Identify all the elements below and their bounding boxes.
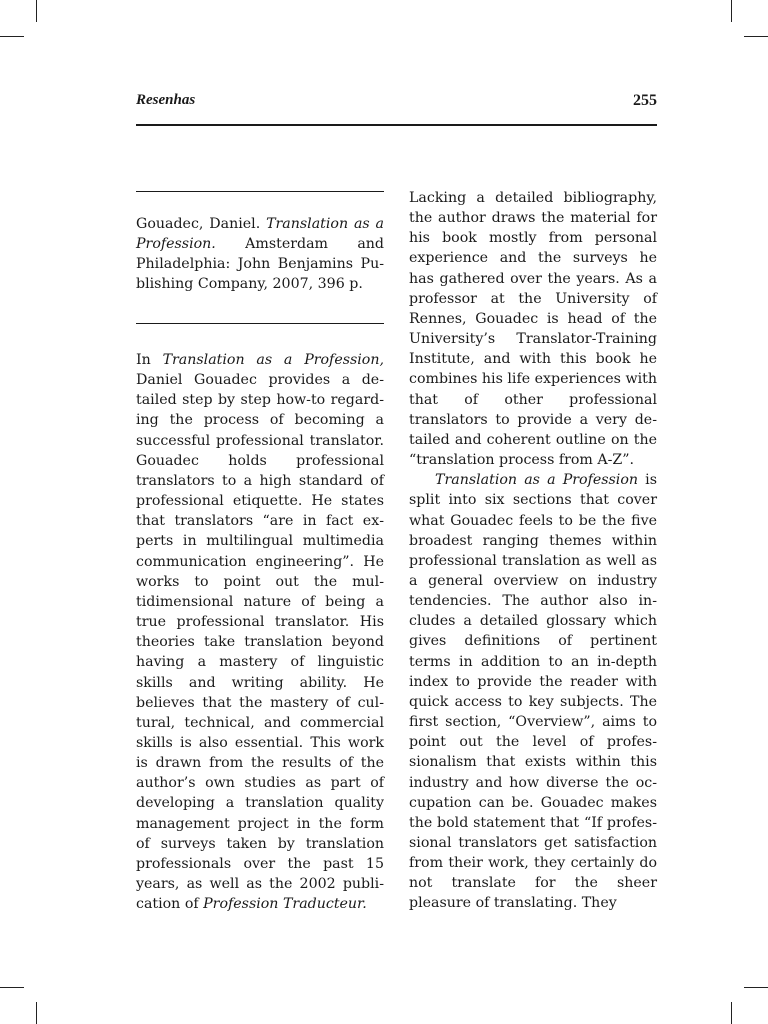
citation-top-rule — [136, 191, 384, 192]
crop-mark — [731, 1002, 732, 1024]
citation-publisher: Amsterdam and Philadelphia: John Benjamins Publishing Company, 2007, 396 p. — [136, 236, 384, 293]
left-body-text: Daniel Gouadec provides a detailed step by step how-to regarding the process of becoming a successful professional translator. Gouadec holds professional translators to a high standard of professional etiquette. He states that translators “are in fact experts in multilingual multimedia communication engineering”. He works to point out the multidimensional nature of being a true professional translator. His theories take translation beyond having a mastery of linguistic skills and writing ability. He believes that the mastery of cultural, technical, and commercial skills is also essential. This work is drawn from the results of the author’s own studies as part of developing a translation quality management project in the form of surveys taken by translation professionals over the past 15 years, as well as the 2002 publication of — [136, 372, 384, 913]
para2-title: Translation as a Profession — [435, 472, 639, 489]
citation — [136, 214, 384, 295]
left-column-text — [136, 350, 384, 914]
lead-word: In — [136, 352, 151, 368]
crop-mark — [36, 1002, 37, 1024]
header-rule — [136, 124, 657, 126]
right-paragraph-2 — [409, 470, 657, 913]
running-head: Resenhas — [136, 92, 196, 108]
crop-mark — [744, 36, 768, 37]
crop-mark — [36, 0, 37, 22]
lead-title: Translation as a Profession, — [162, 352, 384, 368]
crop-mark — [744, 987, 768, 988]
page-header — [136, 92, 657, 114]
citation-author: Gouadec, Daniel. — [136, 216, 261, 232]
citation-bottom-rule — [136, 323, 384, 324]
page-number: 255 — [633, 92, 657, 109]
citation-title: Translation as a Profession. — [136, 216, 384, 253]
crop-mark — [0, 987, 24, 988]
crop-mark — [0, 36, 24, 37]
right-paragraph-1: Lacking a detailed bibliography, the author draws the material for his book mostly from personal experience and the surveys he has gathered over the years. As a professor at the University of Rennes, Gouadec is head of the University’s Translator-Training Institute, and with this book he combines his life experiences with that of other professional translators to provide a very detailed and coherent outline on the “translation process from A-Z”. — [409, 190, 657, 469]
para2-text: is split into six sections that cover what Gouadec feels to be the five broadest ranging themes within professional translation as well as a general overview on industry tendencies. The author also includes a detailed glossary which gives definitions of pertinent terms in addition to an in-depth index to provide the reader with quick access to key subjects. The first section, “Overview”, aims to point out the level of professionalism that exists within this industry and how diverse the occupation can be. Gouadec makes the bold statement that “If professional translators get satisfaction from their work, they certainly do not translate for the sheer pleasure of translating. They — [409, 472, 657, 912]
end-title: Profession Traducteur. — [203, 896, 367, 913]
crop-mark — [731, 0, 732, 22]
right-column-text — [409, 188, 657, 914]
